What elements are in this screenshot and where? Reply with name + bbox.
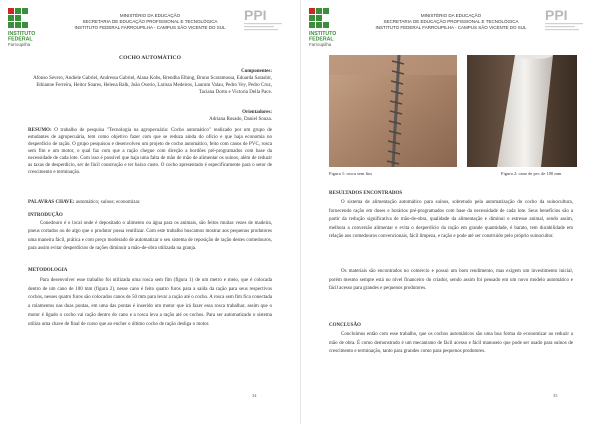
instituto-federal-logo: [309, 8, 351, 48]
page-35: [300, 0, 600, 424]
advisors-list: Adriana Rosado, Daniel Souza.: [209, 117, 272, 122]
page-header: [0, 0, 300, 50]
intro-heading: INTRODUÇÃO: [28, 213, 63, 218]
abstract: [28, 127, 272, 176]
header-secretariat: SECRETARIA DE EDUCAÇÃO PROFISSIONAL E TECNOLÓGICA: [82, 19, 218, 24]
svg-text:Farroupilha: Farroupilha: [8, 42, 31, 47]
methodology-heading: METODOLOGIA: [28, 268, 68, 273]
header-text: [356, 13, 546, 31]
conclusion-text: Concluímos então com esse trabalho, que os cochos automáticos são uma boa forma de economizar ao reduzir a mão de obra. É como demonstrado é um mecanismo de fácil acesso e fácil manuseio que pode ser usado para suínos de crescimento e terminação, tanto para grandes como para pequenos produtores.: [329, 332, 573, 354]
header-secretariat: SECRETARIA DE EDUCAÇÃO PROFISSIONAL E TECNOLÓGICA: [383, 19, 519, 24]
page-number: 35: [553, 393, 558, 398]
header-institute: INSTITUTO FEDERAL FARROUPILHA - CAMPUS SÃO VICENTE DO SUL: [375, 25, 527, 30]
header-ministry: MINISTÉRIO DA EDUCAÇÃO: [119, 13, 181, 18]
keywords-text: automático; suínos; economizar.: [74, 200, 141, 205]
keywords-label: PALAVRAS CHAVE:: [28, 200, 75, 205]
header-ministry: MINISTÉRIO DA EDUCAÇÃO: [420, 13, 482, 18]
results-text-2: Os materiais são encontrados no comércio e possui um bom rendimento, mas exigem um investimento inicial, porém mesmo sempre está no nível financeiro do criador, sendo assim foi pensado em um novo modelo automático e fácil acesso para grandes e pequenos produtores.: [329, 269, 573, 291]
svg-text:INSTITUTO: INSTITUTO: [309, 31, 337, 37]
header-institute: INSTITUTO FEDERAL FARROUPILHA - CAMPUS SÃO VICENTE DO SUL: [74, 25, 226, 30]
intro-text: Conedouro é o local onde é depositado o alimento ou água para os animais, são feitos muitas vezes de madeira, pneus cortados ou de algo que o produtor possa reutilizar. Com este trabalho buscamos mostrar aos pequenos produtores uma maneira fácil, prática e com preço moderado de automatizar o seu sistema de reposição de ração destes comedouros, para assim evitar desperdícios de rações diminuir a mão-de-obra utilizada na granja.: [28, 221, 272, 251]
ppi-logo: [242, 6, 288, 32]
results-text-1: O sistema de alimentação automático para suínos, sobretudo pela automatização do cocho da suinocultura, fornecendo ração em doses e horários pré-programados com base da necessidade de cada lote. Seus benefícios são a partir da redução significativa de mão-de-obra, qualidade da alimentação e diminui o estresse animal, sendo assim, melhora a conversão alimentar e evita o desperdício da ração em grande quantidade, é barato, tem durabilidade em relação aos comedouros convencionais, fácil limpeza, e ração e pode até ser construído pelo próprio suinocultor.: [329, 200, 573, 239]
svg-text:PPI: PPI: [244, 7, 267, 23]
abstract-text: O trabalho de pesquisa "Tecnologia na agropecuária: Cocho automático" realizado por um grupo de estudantes de agropecuária, tem como objetivo fazer com que se reduza ainda do ofício e que haja economia no desperdício de ração. O grupo pesquisou e desenvolveu um projeto de cocho automático, feito com canos de PVC, rosca sem fim e um motor, o qual faz com que a ração chegue com direção a bordões pré-programados com base da necessidade de cada lote. Com isso é possível que haja uma falta de mão de mão de alimentar os suínos, além de reduzir as taxas de desperdício, ser de fácil construção e ter baixo custo. O cocho apresentado é especificamente para o setor de crescimento e terminação.: [28, 128, 272, 175]
results-heading: RESULTADOS ENCONTRADOS: [329, 191, 403, 196]
header-text: [55, 13, 245, 31]
figure-2-caption: Figura 2: cano de pvc de 100 mm: [501, 171, 562, 176]
svg-text:PPI: PPI: [545, 7, 568, 23]
figure-2-photo: [467, 55, 577, 167]
figure-1-caption: Figura 1: rosca sem fim: [329, 171, 372, 176]
components-label: Componentes:: [241, 69, 272, 74]
components-list: Afonso Severo, Andiele Gabriel, Andressa Gabriel, Alana Kobs, Brendha Elbing, Bruno Scaramussa, Eduarda Sarasbir, Ethianne Ferreira, Heitor Soares, Helena Balk, João Osorio, Larissa Medeiros, Laurum Valau, Pedro Vey, Pedro Cruz, Taciana Dorto e Victoria Della Pace.: [33, 76, 272, 95]
article-title: COCHO AUTOMÁTICO: [119, 55, 181, 61]
svg-text:Farroupilha: Farroupilha: [309, 42, 332, 47]
advisors-label: Orientadores:: [242, 110, 272, 115]
abstract-label: RESUMO:: [28, 128, 52, 133]
svg-text:FEDERAL: FEDERAL: [309, 36, 334, 43]
conclusion-heading: CONCLUSÃO: [329, 323, 361, 328]
page-number: 34: [252, 393, 257, 398]
svg-text:INSTITUTO: INSTITUTO: [8, 31, 36, 37]
figure-1-photo: [329, 55, 457, 167]
keywords: [28, 199, 272, 206]
svg-text:FEDERAL: FEDERAL: [8, 36, 33, 43]
ppi-logo: [543, 6, 589, 32]
page-header: [301, 0, 600, 50]
methodology-text: Para desenvolver esse trabalho foi utilizada uma rosca sem fim (figura 1) de um metro e meio, que é colocada dentro de um cano de 100 mm (figura 2), nesse cano é feito quatro furos para a saída da ração para seus respectivos cochos, nesses quatro furos são colocados canos de 50 mm para levar a ração até o cocho. A rosca sem fim fica conectada a rolamentos nas duas pontas, em uma das pontas é inserido um motor que irá fazer essa rosca trabalhar, assim que o motor é ligado o cocho vai ração dentro do cano e a rosca leva a ração até os cochos. Para ser automatizado o sistema utiliza uma chave de final de curso que ao encher o último cocho de ração desliga o motor.: [28, 278, 272, 327]
instituto-federal-logo: [8, 8, 50, 48]
